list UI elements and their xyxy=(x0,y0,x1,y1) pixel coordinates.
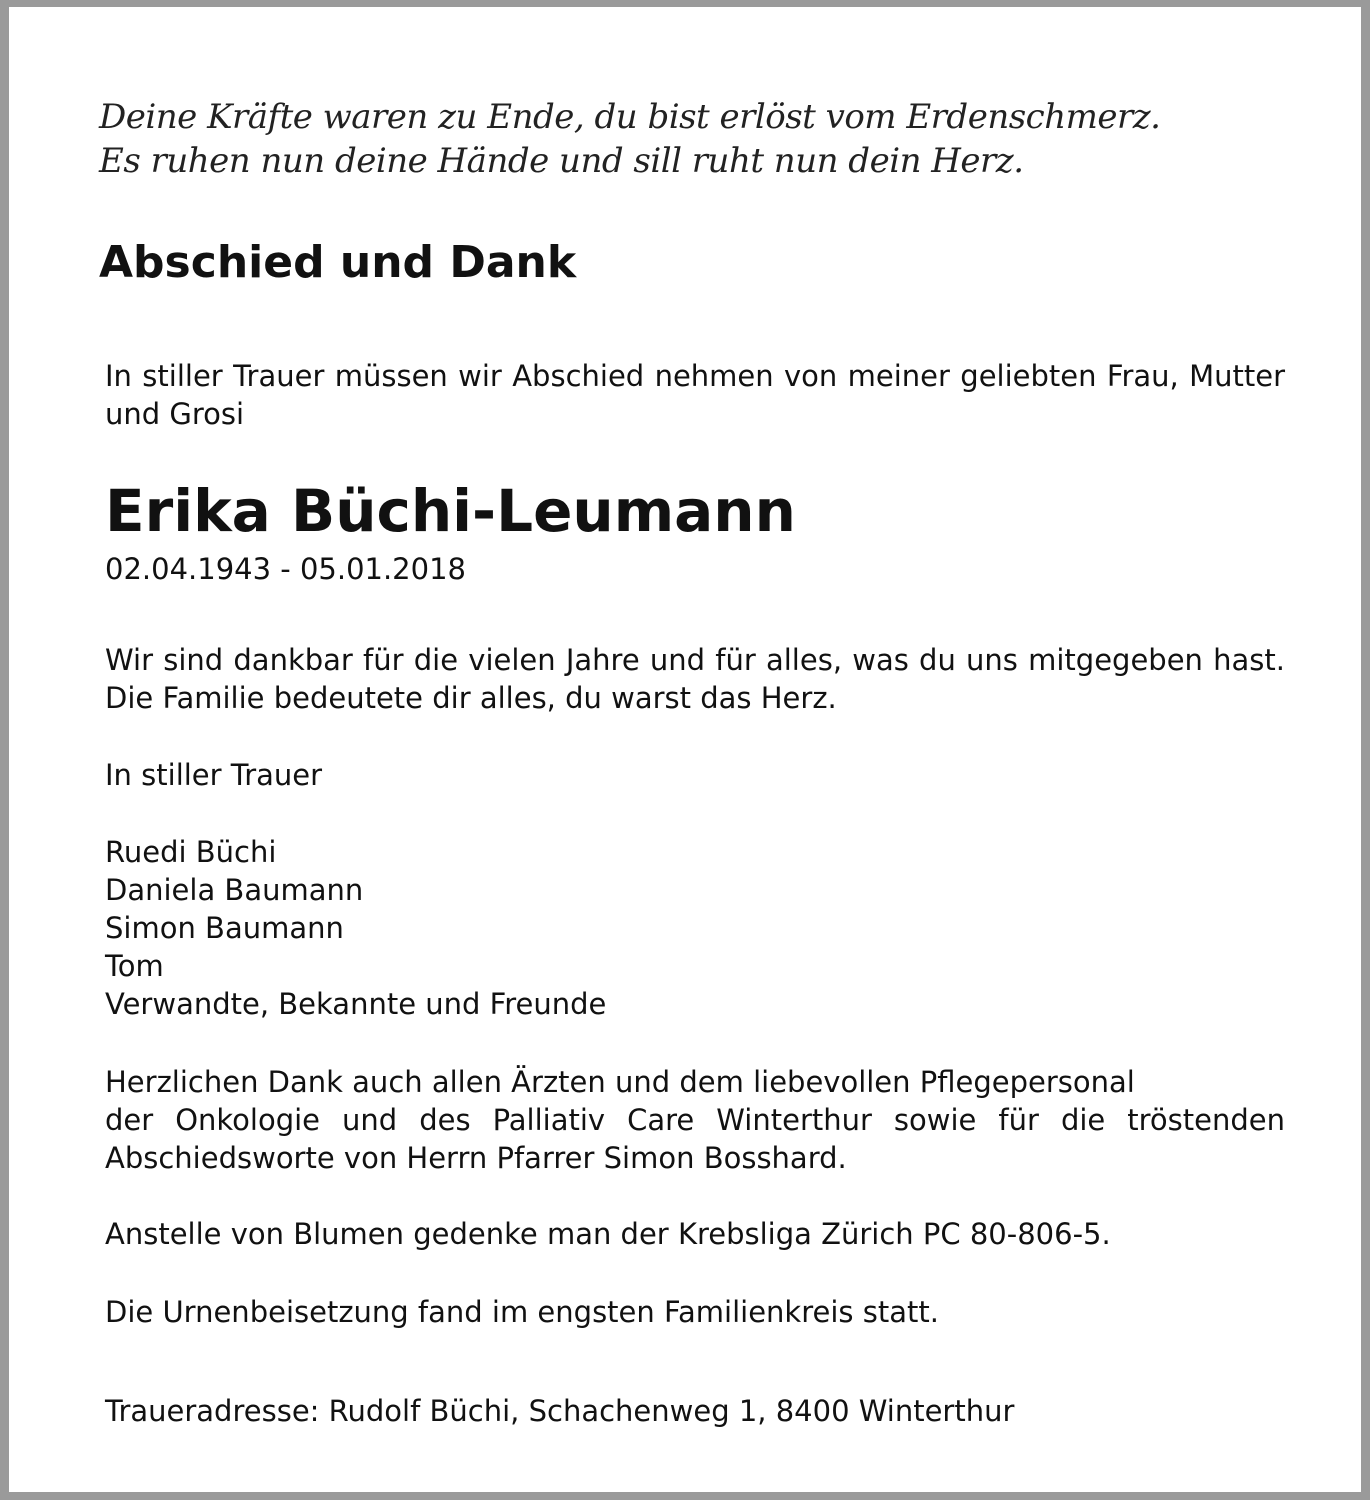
mourning-address: Traueradresse: Rudolf Büchi, Schachenweg 1, 8400 Winterthur xyxy=(105,1394,1015,1428)
gratitude-text: Wir sind dankbar für die vielen Jahre und für alles, was du uns mitgegeben hast. Die Familie bedeutete dir alles, du warst das Herz. xyxy=(105,643,1285,715)
deceased-name: Erika Büchi-Leumann xyxy=(105,477,796,545)
mourning-label: In stiller Trauer xyxy=(105,758,323,792)
thanks-line-1: Herzlichen Dank auch allen Ärzten und dem liebevollen Pflegepersonal xyxy=(105,1065,1135,1099)
mourner-item: Daniela Baumann xyxy=(105,873,364,907)
mourner-item: Verwandte, Bekannte und Freunde xyxy=(105,987,607,1021)
thanks-text xyxy=(105,1063,1285,1177)
page-title: Abschied und Dank xyxy=(99,237,577,288)
burial-text: Die Urnenbeisetzung fand im engsten Familienkreis statt. xyxy=(105,1295,939,1329)
verse-line-2: Es ruhen nun deine Hände und sill ruht nun dein Herz. xyxy=(99,141,1024,181)
donation-text: Anstelle von Blumen gedenke man der Krebsliga Zürich PC 80-806-5. xyxy=(105,1217,1111,1251)
mourner-item: Simon Baumann xyxy=(105,911,344,945)
memorial-verse xyxy=(99,95,1161,183)
mourner-item: Tom xyxy=(105,949,164,983)
mourner-item: Ruedi Büchi xyxy=(105,835,277,869)
life-dates: 02.04.1943 - 05.01.2018 xyxy=(105,552,466,586)
mourners-list xyxy=(105,833,1285,1023)
thanks-rest: der Onkologie und des Palliativ Care Winterthur sowie für die tröstenden Abschiedsworte von Herrn Pfarrer Simon Bosshard. xyxy=(105,1103,1285,1175)
verse-line-1: Deine Kräfte waren zu Ende, du bist erlöst vom Erdenschmerz. xyxy=(99,97,1161,137)
intro-text: In stiller Trauer müssen wir Abschied nehmen von meiner geliebten Frau, Mutter und Grosi xyxy=(105,359,1285,431)
